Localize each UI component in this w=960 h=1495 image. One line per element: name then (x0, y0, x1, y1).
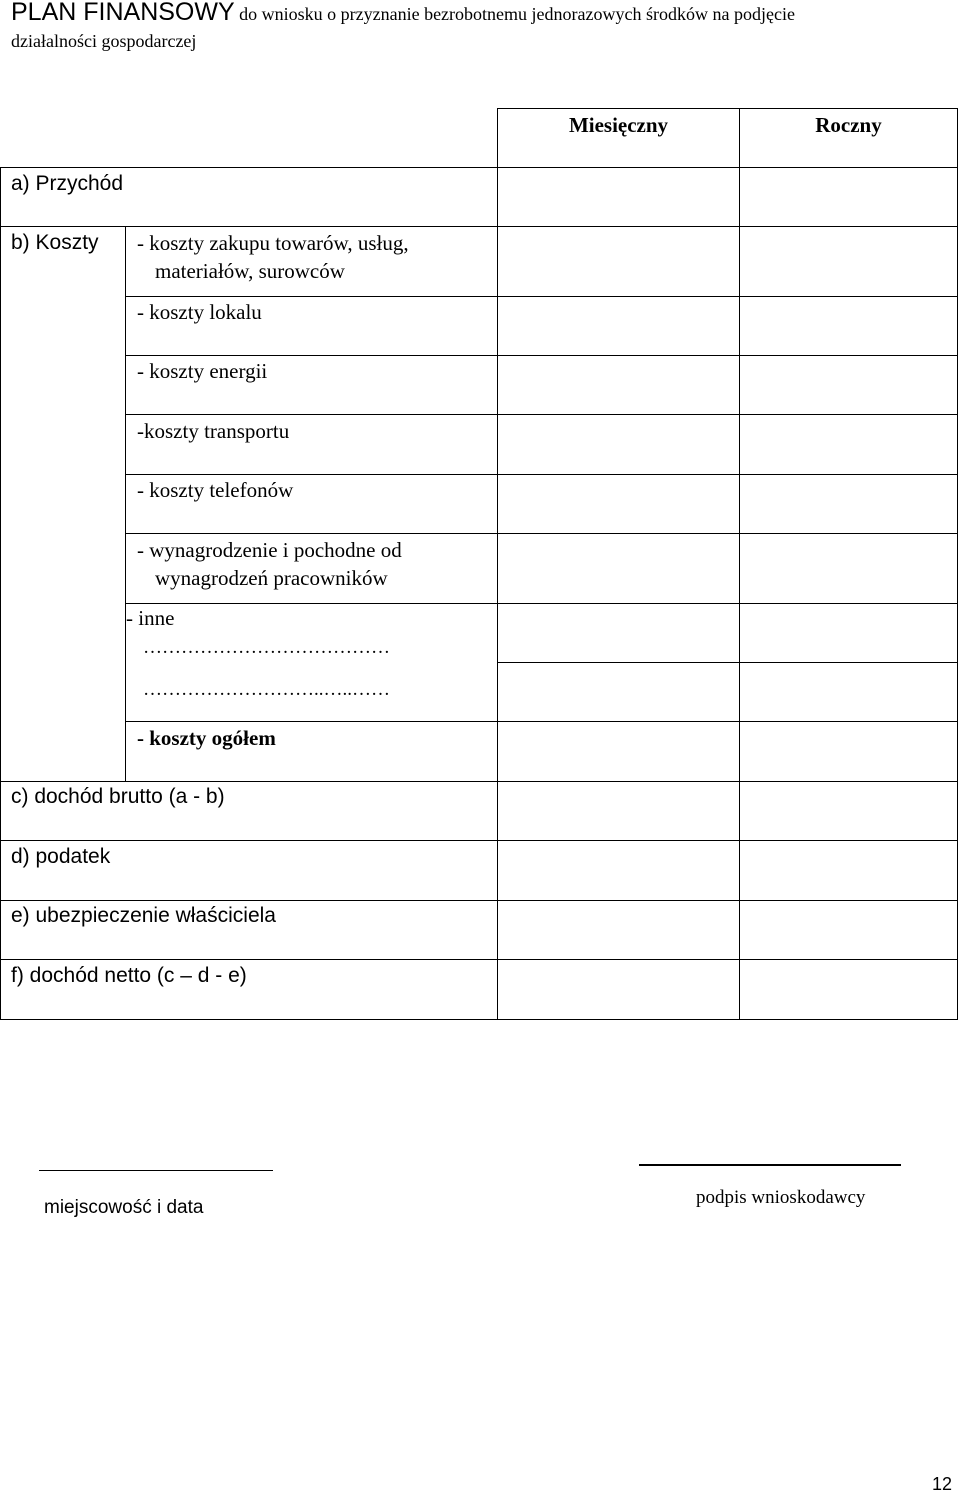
table-line (125, 226, 126, 782)
table-line (0, 840, 958, 841)
cost-item-other: - inne (126, 606, 175, 630)
column-header-monthly: Miesięczny (568, 113, 669, 137)
table-line (497, 662, 958, 663)
place-date-line (39, 1170, 273, 1171)
table-line (0, 959, 958, 960)
table-line (497, 108, 958, 109)
table-line (957, 108, 958, 1020)
row-label-costs: b) Koszty (11, 231, 99, 254)
cost-item-purchase: - koszty zakupu towarów, usług, (137, 231, 409, 255)
signature-label: podpis wnioskodawcy (696, 1187, 866, 1208)
signature-line (639, 1164, 901, 1166)
table-line (0, 1019, 958, 1020)
page-number: 12 (931, 1474, 952, 1494)
table-line (0, 226, 958, 227)
cost-item-other-dots: ………………………..…..…… (143, 679, 390, 700)
cost-item-phone: - koszty telefonów (137, 478, 294, 502)
cost-item-other-dots: ………………………………… (143, 637, 390, 658)
table-line (0, 167, 1, 1020)
table-line (125, 296, 958, 297)
cost-item-purchase-continued: materiałów, surowców (155, 259, 345, 283)
row-label-gross-income: c) dochód brutto (a - b) (11, 785, 225, 808)
table-line (739, 108, 740, 1020)
cost-item-total: - koszty ogółem (137, 726, 276, 750)
table-line (0, 167, 958, 168)
cost-item-premises: - koszty lokalu (137, 300, 262, 324)
table-line (125, 721, 958, 722)
table-line (125, 603, 958, 604)
cost-item-transport: -koszty transportu (137, 419, 290, 443)
row-label-revenue: a) Przychód (11, 172, 124, 195)
table-line (0, 781, 958, 782)
table-line (125, 533, 958, 534)
row-label-tax: d) podatek (11, 845, 111, 868)
place-date-label: miejscowość i data (44, 1197, 204, 1218)
document-title: PLAN FINANSOWY (11, 0, 235, 26)
row-label-owner-insurance: e) ubezpieczenie właściciela (11, 904, 276, 927)
table-line (125, 355, 958, 356)
table-line (0, 900, 958, 901)
table-line (125, 474, 958, 475)
table-line (125, 414, 958, 415)
column-header-yearly: Roczny (815, 113, 882, 137)
document-subtitle: do wniosku o przyznanie bezrobotnemu jednorazowych środków na podjęcie (239, 4, 795, 24)
row-label-net-income: f) dochód netto (c – d - e) (11, 964, 247, 987)
cost-item-wages-continued: wynagrodzeń pracowników (155, 566, 388, 590)
cost-item-wages: - wynagrodzenie i pochodne od (137, 538, 402, 562)
document-header (11, 0, 951, 51)
table-line (497, 108, 498, 1020)
document-subtitle-continued: działalności gospodarczej (11, 31, 197, 51)
cost-item-energy: - koszty energii (137, 359, 268, 383)
